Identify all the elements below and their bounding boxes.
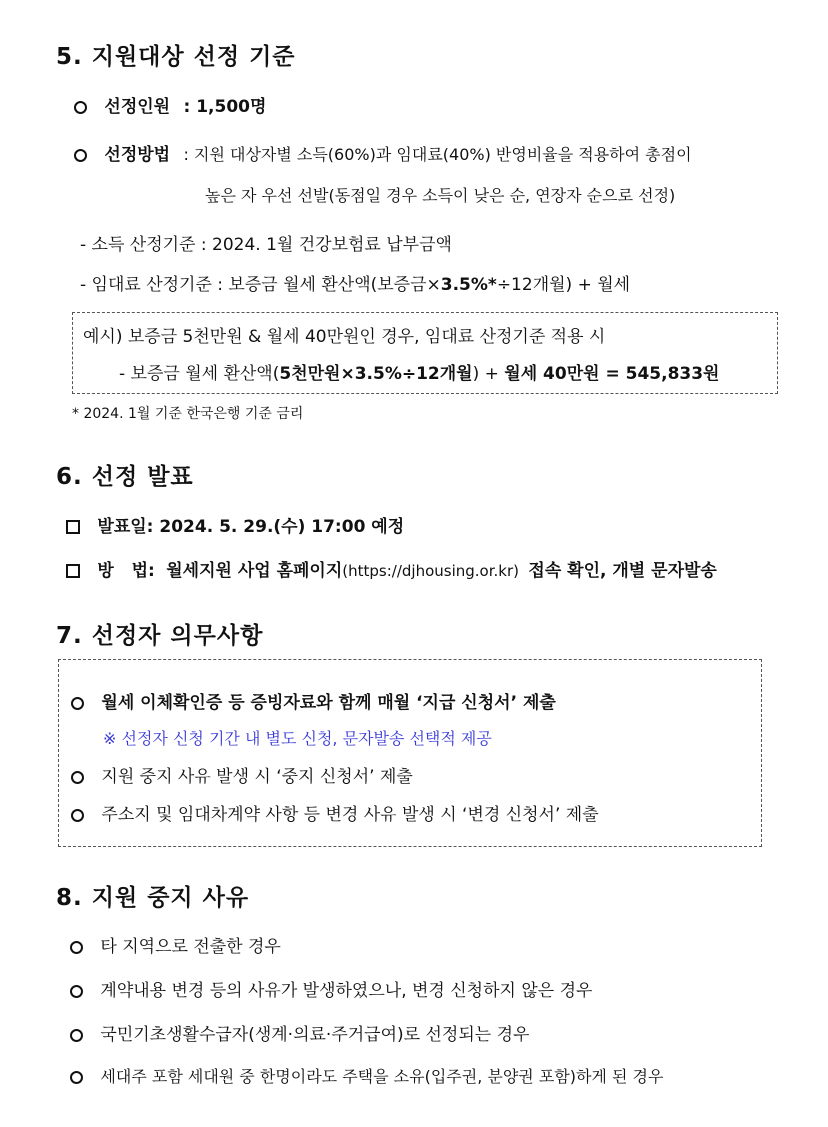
circle-bullet-icon (71, 697, 84, 710)
selection-count-row (74, 92, 266, 117)
circle-bullet-icon (70, 1029, 83, 1042)
section-5-title: 5. 지원대상 선정 기준 (56, 44, 296, 70)
circle-bullet-icon (70, 1071, 83, 1084)
selection-count-label: 선정인원 (104, 97, 171, 117)
circle-bullet-icon (71, 809, 84, 822)
footnote: * 2024. 1월 기준 한국은행 기준 금리 (72, 406, 304, 422)
income-criteria: - 소득 산정기준 : 2024. 1월 건강보험료 납부금액 (80, 235, 452, 255)
announcement-date: 발표일: 2024. 5. 29.(수) 17:00 예정 (97, 517, 405, 537)
rent-criteria (80, 270, 630, 295)
suspension-item-2 (70, 976, 592, 1001)
rent-criteria-rate: 3.5%* (440, 275, 497, 295)
suspension-item-1-text: 타 지역으로 전출한 경우 (100, 937, 281, 957)
circle-bullet-icon (74, 101, 87, 114)
circle-bullet-icon (71, 771, 84, 784)
section-7-title: 7. 선정자 의무사항 (56, 623, 264, 649)
rent-criteria-text: - 임대료 산정기준 : 보증금 월세 환산액(보증금× (80, 275, 441, 295)
selection-count-value: : 1,500명 (183, 97, 267, 117)
circle-bullet-icon (70, 985, 83, 998)
selection-method-value: : 지원 대상자별 소득(60%)과 임대료(40%) 반영비율을 적용하여 총점이 (183, 145, 692, 164)
suspension-item-2-text: 계약내용 변경 등의 사유가 발생하였으나, 변경 신청하지 않은 경우 (100, 981, 593, 1001)
example-formula-prefix: - 보증금 월세 환산액( (119, 364, 280, 384)
example-line-1: 예시) 보증금 5천만원 & 월세 40만원인 경우, 임대료 산정기준 적용 시 (83, 327, 606, 347)
selection-method-row (74, 140, 692, 165)
announcement-date-row (66, 512, 404, 537)
obligation-note: ※ 선정자 신청 기간 내 별도 신청, 문자발송 선택적 제공 (103, 729, 492, 748)
suspension-item-1 (70, 932, 281, 957)
example-box (72, 312, 778, 394)
circle-bullet-icon (74, 149, 87, 162)
square-bullet-icon (66, 564, 80, 578)
selection-method-continued: 높은 자 우선 선발(동점일 경우 소득이 낮은 순, 연장자 순으로 선정) (205, 186, 676, 205)
example-result: 월세 40만원 = 545,833원 (504, 364, 720, 384)
announcement-url[interactable]: (https://djhousing.or.kr) (342, 562, 519, 580)
obligation-item-2 (71, 762, 413, 787)
square-bullet-icon (66, 520, 80, 534)
announcement-method-site: 월세지원 사업 홈페이지 (166, 561, 343, 581)
announcement-method-label: 방 법: (97, 561, 155, 581)
announcement-method-row (66, 556, 717, 581)
obligation-item-2-text: 지원 중지 사유 발생 시 ‘중지 신청서’ 제출 (101, 767, 413, 787)
selection-method-label: 선정방법 (104, 145, 171, 165)
section-8-title: 8. 지원 중지 사유 (56, 885, 250, 911)
example-formula: 5천만원×3.5%÷12개월 (279, 364, 473, 384)
suspension-item-4 (70, 1064, 663, 1087)
example-formula-plus: ) + (472, 364, 505, 384)
suspension-item-3-text: 국민기초생활수급자(생계·의료·주거급여)로 선정되는 경우 (100, 1025, 530, 1045)
section-6-title: 6. 선정 발표 (56, 464, 194, 490)
obligation-item-1 (71, 688, 556, 713)
suspension-item-3 (70, 1020, 529, 1045)
obligation-item-3-text: 주소지 및 임대차계약 사항 등 변경 사유 발생 시 ‘변경 신청서’ 제출 (101, 805, 599, 825)
obligations-box (58, 659, 762, 847)
circle-bullet-icon (70, 941, 83, 954)
rent-criteria-tail: ÷12개월) + 월세 (496, 275, 631, 295)
suspension-item-4-text: 세대주 포함 세대원 중 한명이라도 주택을 소유(입주권, 분양권 포함)하게 된 경우 (100, 1067, 664, 1086)
obligation-item-3 (71, 800, 599, 825)
example-line-2 (119, 359, 719, 384)
announcement-method-tail: 접속 확인, 개별 문자발송 (528, 561, 717, 581)
obligation-item-1-text: 월세 이체확인증 등 증빙자료와 함께 매월 ‘지급 신청서’ 제출 (101, 693, 556, 713)
